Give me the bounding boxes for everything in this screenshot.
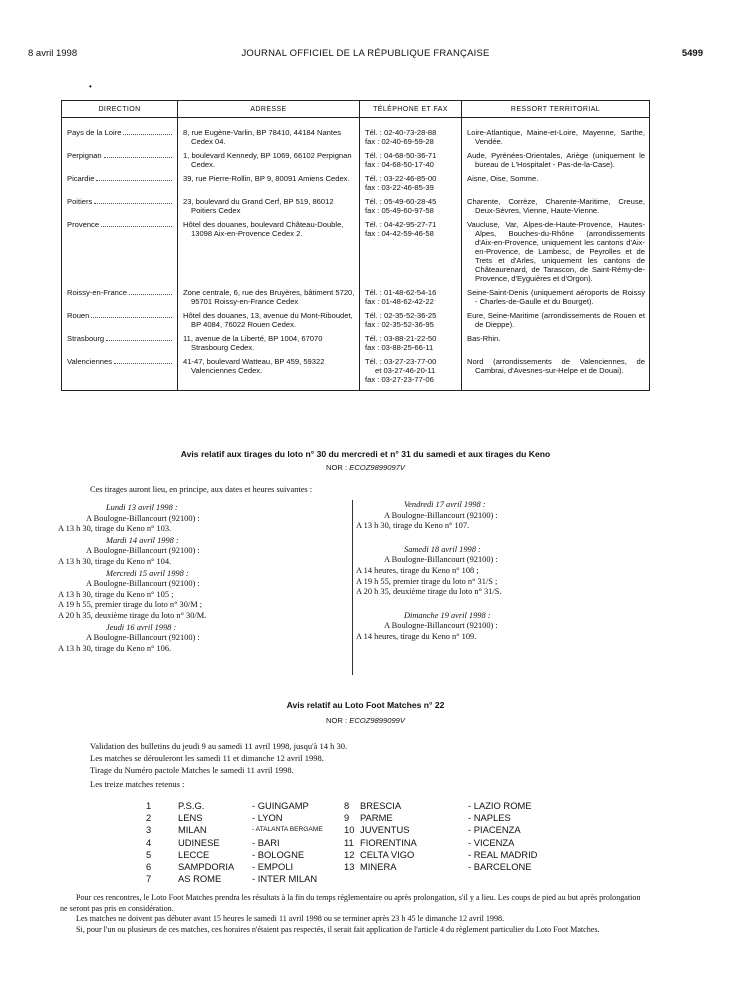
match-row <box>146 837 558 849</box>
address-text: Hôtel des douanes, boulevard Château-Double, 13098 Aix-en-Provence Cedex 2. <box>183 220 344 238</box>
draw-place: A Boulogne-Billancourt (92100) : <box>384 510 498 520</box>
match-row <box>146 849 558 861</box>
ressort-text: Vaucluse, Var, Alpes-de-Haute-Provence, Hautes-Alpes, Bouches-du-Rhône (arrondissements d'Aix-en-Provence, uniquement les cantons d'Aix-en-Provence, de Lambesc, de Peyrolles et de Trets et d'Arles, uniquement les cantons de Châteaurenard, de Tarascon, de Saint-Rémy-de-Provence, d'Eyguières et d'Orgon). <box>467 220 645 283</box>
phone-text: Tél. : 04-68-50-36-71 <box>365 151 437 160</box>
ressort-text: Aude, Pyrénées-Orientales, Ariège (uniquement le bureau de L'Hospitalet - Pas-de-la-Case). <box>467 151 645 169</box>
match-home: MINERA <box>360 861 397 873</box>
match-number: 2 <box>146 812 152 824</box>
direction-name: Perpignan <box>67 151 102 160</box>
match-row <box>146 873 558 885</box>
draw-line: A 20 h 35, deuxième tirage du loto n° 31/S. <box>356 587 502 597</box>
phone-cell <box>360 331 462 354</box>
fax-text: fax : 04-68-50-17-40 <box>365 160 434 169</box>
leader-dots <box>123 128 172 135</box>
match-row <box>146 800 558 812</box>
address-cell <box>178 285 360 308</box>
closing-paragraph: Si, pour l'un ou plusieurs de ces matches, ces horaires n'étaient pas respectés, il serait fait application de l'article 4 du règlement particulier du Loto Foot Matches. <box>76 924 600 934</box>
match-number: 8 <box>344 800 350 811</box>
ressort-cell <box>462 171 650 194</box>
fax-text: fax : 03-27-23-77-06 <box>365 375 434 384</box>
leader-dots <box>94 197 172 204</box>
draw-place: A Boulogne-Billancourt (92100) : <box>86 513 200 523</box>
draw-line: A 14 heures, tirage du Keno n° 108 ; <box>356 565 479 575</box>
ressort-text: Loire-Atlantique, Maine-et-Loire, Mayenne, Sarthe, Vendée. <box>467 128 645 146</box>
match-away: - VICENZA <box>468 836 515 848</box>
draw-place: A Boulogne-Billancourt (92100) : <box>86 579 200 589</box>
draw-line: A 13 h 30, tirage du Keno n° 104. <box>58 556 172 566</box>
table-row <box>62 331 650 354</box>
loto-intro: Ces tirages auront lieu, en principe, aux dates et heures suivantes : <box>90 485 313 494</box>
address-text: Zone centrale, 6, rue des Bruyères, bâtiment 5720, 95701 Roissy-en-France Cedex <box>183 288 355 306</box>
match-home: FIORENTINA <box>360 836 417 848</box>
fax-text: fax : 04-42-59-46-58 <box>365 229 434 238</box>
draw-day: Lundi 13 avril 1998 : <box>106 503 178 512</box>
draw-line: A 13 h 30, tirage du Keno n° 103. <box>58 524 172 534</box>
ressort-cell <box>462 354 650 391</box>
draw-line: A 13 h 30, tirage du Keno n° 105 ; <box>58 589 174 599</box>
match-number: 5 <box>146 848 152 860</box>
foot-nor <box>0 716 731 725</box>
foot-line: Les treize matches retenus : <box>90 779 185 789</box>
ressort-text: Aisne, Oise, Somme. <box>467 174 539 183</box>
col-header-direction: DIRECTION <box>62 101 178 118</box>
journal-title: JOURNAL OFFICIEL DE LA RÉPUBLIQUE FRANÇAISE <box>241 48 490 59</box>
match-home: JUVENTUS <box>360 824 410 836</box>
match-home: MILAN <box>178 824 207 836</box>
match-away: - NAPLES <box>468 812 511 824</box>
direction-name: Rouen <box>67 311 90 320</box>
address-text: 41-47, boulevard Watteau, BP 459, 59322 Valenciennes Cedex. <box>183 357 325 375</box>
direction-cell <box>62 285 178 308</box>
ressort-cell <box>462 285 650 308</box>
phone-cell <box>360 217 462 285</box>
match-home: AS ROME <box>178 873 222 885</box>
match-number: 13 <box>344 861 355 873</box>
phone-cell <box>360 148 462 171</box>
match-home: SAMPDORIA <box>178 861 235 873</box>
ressort-cell <box>462 217 650 285</box>
direction-cell <box>62 171 178 194</box>
ressort-cell <box>462 118 650 149</box>
foot-line: Validation des bulletins du jeudi 9 au samedi 11 avril 1998, jusqu'à 14 h 30. <box>90 741 348 751</box>
table-row <box>62 118 650 149</box>
direction-cell <box>62 118 178 149</box>
match-home: BRESCIA <box>360 800 402 811</box>
address-text: Hôtel des douanes, 13, avenue du Mont-Riboudet, BP 4084, 76022 Rouen Cedex. <box>183 311 353 329</box>
draws-left-column <box>58 503 338 654</box>
match-away: - BARI <box>252 836 280 848</box>
address-text: 23, boulevard du Grand Cerf, BP 519, 86012 Poitiers Cedex <box>183 197 334 215</box>
closing-paragraph: Les matches ne doivent pas débuter avant 15 heures le samedi 11 avril 1998 ou se terminer après 23 h 45 le dimanche 12 avril 1998. <box>76 914 505 924</box>
foot-line: Tirage du Numéro pactole Matches le samedi 11 avril 1998. <box>90 765 294 775</box>
address-cell <box>178 354 360 391</box>
match-home: UDINESE <box>178 836 220 848</box>
draw-place: A Boulogne-Billancourt (92100) : <box>384 621 498 631</box>
fax-text: fax : 01-48-62-42-22 <box>365 297 434 306</box>
table-row <box>62 308 650 331</box>
draw-day: Mercredi 15 avril 1998 : <box>106 568 189 578</box>
phone-cell <box>360 171 462 194</box>
phone-text: Tél. : 02-35-52-36-25 <box>365 311 437 320</box>
phone-text: Tél. : 03-27-23-77-00 <box>365 357 437 366</box>
address-text: 1, boulevard Kennedy, BP 1069, 66102 Perpignan Cedex. <box>183 151 352 169</box>
stray-mark: • <box>89 82 92 91</box>
direction-cell <box>62 194 178 217</box>
phone-text: Tél. : 04-42-95-27-71 <box>365 220 437 229</box>
address-text: 8, rue Eugène-Varlin, BP 78410, 44184 Nantes Cedex 04. <box>183 128 342 146</box>
draw-day: Vendredi 17 avril 1998 : <box>404 500 486 509</box>
phone-cell <box>360 118 462 149</box>
address-cell <box>178 308 360 331</box>
ressort-text: Charente, Corrèze, Charente-Maritime, Creuse, Deux-Sèvres, Vienne, Haute-Vienne. <box>467 197 645 215</box>
match-number: 3 <box>146 824 152 836</box>
col-header-adresse: ADRESSE <box>178 101 360 118</box>
direction-name-line <box>67 174 173 183</box>
draw-day: Jeudi 16 avril 1998 : <box>106 622 177 632</box>
nor-label: NOR : <box>326 716 348 725</box>
fax-text: fax : 02-35-52-36-95 <box>365 320 434 329</box>
draw-line: A 13 h 30, tirage du Keno n° 107. <box>356 521 470 531</box>
match-row <box>146 824 558 836</box>
table-row <box>62 171 650 194</box>
match-away: - GUINGAMP <box>252 800 309 811</box>
column-divider <box>352 500 353 675</box>
direction-name-line <box>67 288 173 297</box>
leader-dots <box>114 357 172 364</box>
phone-cell <box>360 308 462 331</box>
address-cell <box>178 118 360 149</box>
direction-name: Pays de la Loire <box>67 128 122 137</box>
fax-text: fax : 02-40-69-59-28 <box>365 137 434 146</box>
draw-day: Mardi 14 avril 1998 : <box>106 535 179 545</box>
direction-cell <box>62 354 178 391</box>
ressort-cell <box>462 194 650 217</box>
match-row <box>146 861 558 873</box>
match-away: - INTER MILAN <box>252 873 318 885</box>
direction-name-line <box>67 357 173 366</box>
match-home: LENS <box>178 812 203 824</box>
match-number: 12 <box>344 848 355 860</box>
draw-line: A 19 h 55, premier tirage du loto n° 31/S ; <box>356 576 498 586</box>
draw-line: A 14 heures, tirage du Keno n° 109. <box>356 631 477 641</box>
draw-line: A 13 h 30, tirage du Keno n° 106. <box>58 643 172 653</box>
phone-text: Tél. : 01-48-62-54-16 <box>365 288 437 297</box>
match-number: 4 <box>146 836 152 848</box>
draw-day: Dimanche 19 avril 1998 : <box>404 610 491 620</box>
match-home: PARME <box>360 812 393 824</box>
draw-line: A 20 h 35, deuxième tirage du loto n° 30/M. <box>58 610 207 620</box>
nor-label: NOR : <box>326 463 348 472</box>
foot-title: Avis relatif au Loto Foot Matches n° 22 <box>286 700 445 710</box>
phone-text: Tél. : 05-49-60-28-45 <box>365 197 437 206</box>
nor-code: ECOZ9899099V <box>349 716 405 725</box>
closing-notes <box>60 893 650 935</box>
closing-paragraph: Pour ces rencontres, le Loto Foot Matches prendra les résultats à la fin du temps réglementaire ou après prolongation, s'il y a lieu. Les coups de pied au but après prolongation ne seront pas pris en considération. <box>60 893 641 913</box>
match-away: - ATALANTA BERGAME <box>252 826 323 834</box>
direction-name: Roissy-en-France <box>67 288 127 297</box>
match-away: - LAZIO ROME <box>468 800 532 811</box>
nor-code: ECOZ9899097V <box>349 463 405 472</box>
col-header-ressort: RESSORT TERRITORIAL <box>462 101 650 118</box>
leader-dots <box>101 220 172 227</box>
direction-name: Provence <box>67 220 100 229</box>
match-away: - EMPOLI <box>252 861 294 873</box>
direction-cell <box>62 148 178 171</box>
phone-cell <box>360 354 462 391</box>
phone-cell <box>360 285 462 308</box>
direction-cell <box>62 217 178 285</box>
leader-dots <box>104 151 172 158</box>
ressort-text: Nord (arrondissements de Valenciennes, de Cambrai, d'Avesnes-sur-Helpe et de Douai). <box>467 357 645 375</box>
match-row <box>146 812 558 824</box>
direction-name-line <box>67 311 173 320</box>
phone-text: Tél. : 03-22-46-85-00 <box>365 174 437 183</box>
phone-cell <box>360 194 462 217</box>
page-number: 5499 <box>681 48 703 59</box>
ressort-text: Bas-Rhin. <box>467 334 501 343</box>
table-row <box>62 285 650 308</box>
draws-right-column <box>356 500 646 643</box>
match-home: LECCE <box>178 848 210 860</box>
phone-text: Tél. : 03-88-21-22-50 <box>365 334 437 343</box>
match-away: - LYON <box>252 812 283 824</box>
address-text: 11, avenue de la Liberté, BP 1004, 67070 Strasbourg Cedex. <box>183 334 323 352</box>
header-date: 8 avril 1998 <box>28 48 78 59</box>
direction-name: Valenciennes <box>67 357 113 366</box>
address-cell <box>178 217 360 285</box>
draw-place: A Boulogne-Billancourt (92100) : <box>384 555 498 565</box>
leader-dots <box>129 288 172 295</box>
ressort-cell <box>462 331 650 354</box>
fax-text: fax : 05-49-60-97-58 <box>365 206 434 215</box>
match-number: 6 <box>146 861 152 873</box>
draw-place: A Boulogne-Billancourt (92100) : <box>86 546 200 556</box>
address-cell <box>178 331 360 354</box>
address-text: 39, rue Pierre-Rollin, BP 9, 80091 Amiens Cedex. <box>183 174 350 183</box>
directions-table <box>61 100 650 391</box>
table-row <box>62 217 650 285</box>
direction-name-line <box>67 334 173 343</box>
col-header-telephone: TÉLÉPHONE ET FAX <box>360 101 462 118</box>
table-row <box>62 148 650 171</box>
ressort-cell <box>462 308 650 331</box>
fax-text: fax : 03-88-25-66-11 <box>365 343 434 352</box>
leader-dots <box>96 174 172 181</box>
table-row <box>62 194 650 217</box>
match-away: - REAL MADRID <box>468 848 538 860</box>
match-away: - BOLOGNE <box>252 848 305 860</box>
draw-day: Samedi 18 avril 1998 : <box>404 544 481 554</box>
leader-dots <box>91 311 172 318</box>
match-number: 7 <box>146 873 152 885</box>
match-home: P.S.G. <box>178 800 205 811</box>
ressort-text: Eure, Seine-Maritime (arrondissements de Rouen et de Dieppe). <box>467 311 645 329</box>
address-cell <box>178 171 360 194</box>
matches-table <box>146 800 558 885</box>
match-number: 9 <box>344 812 350 824</box>
fax-text: fax : 03-22-46-85-39 <box>365 183 434 192</box>
loto-nor <box>0 463 731 472</box>
address-cell <box>178 148 360 171</box>
match-away: - PIACENZA <box>468 824 521 836</box>
match-number: 1 <box>146 800 152 811</box>
leader-dots <box>106 334 172 341</box>
direction-cell <box>62 308 178 331</box>
direction-name: Strasbourg <box>67 334 105 343</box>
direction-name-line <box>67 128 173 137</box>
table-header-row <box>62 101 650 118</box>
ressort-text: Seine-Saint-Denis (uniquement aéroports de Roissy - Charles-de-Gaulle et du Bourget). <box>467 288 645 306</box>
draw-line: A 19 h 55, premier tirage du loto n° 30/M ; <box>58 600 203 610</box>
match-home: CELTA VIGO <box>360 848 415 860</box>
direction-cell <box>62 331 178 354</box>
loto-title: Avis relatif aux tirages du loto n° 30 du mercredi et n° 31 du samedi et aux tirages du Keno <box>180 449 551 459</box>
draw-place: A Boulogne-Billancourt (92100) : <box>86 633 200 643</box>
phone-text-2: et 03-27-46-20-11 <box>375 366 436 375</box>
direction-name: Picardie <box>67 174 95 183</box>
page-header <box>28 48 703 64</box>
foot-line: Les matches se dérouleront les samedi 11 et dimanche 12 avril 1998. <box>90 753 324 763</box>
direction-name: Poitiers <box>67 197 93 206</box>
ressort-cell <box>462 148 650 171</box>
direction-name-line <box>67 197 173 206</box>
table-row <box>62 354 650 391</box>
phone-text: Tél. : 02-40-73-28-88 <box>365 128 437 137</box>
direction-name-line <box>67 151 173 160</box>
address-cell <box>178 194 360 217</box>
match-number: 10 <box>344 824 355 836</box>
direction-name-line <box>67 220 173 229</box>
match-away: - BARCELONE <box>468 861 532 873</box>
match-number: 11 <box>344 836 354 848</box>
